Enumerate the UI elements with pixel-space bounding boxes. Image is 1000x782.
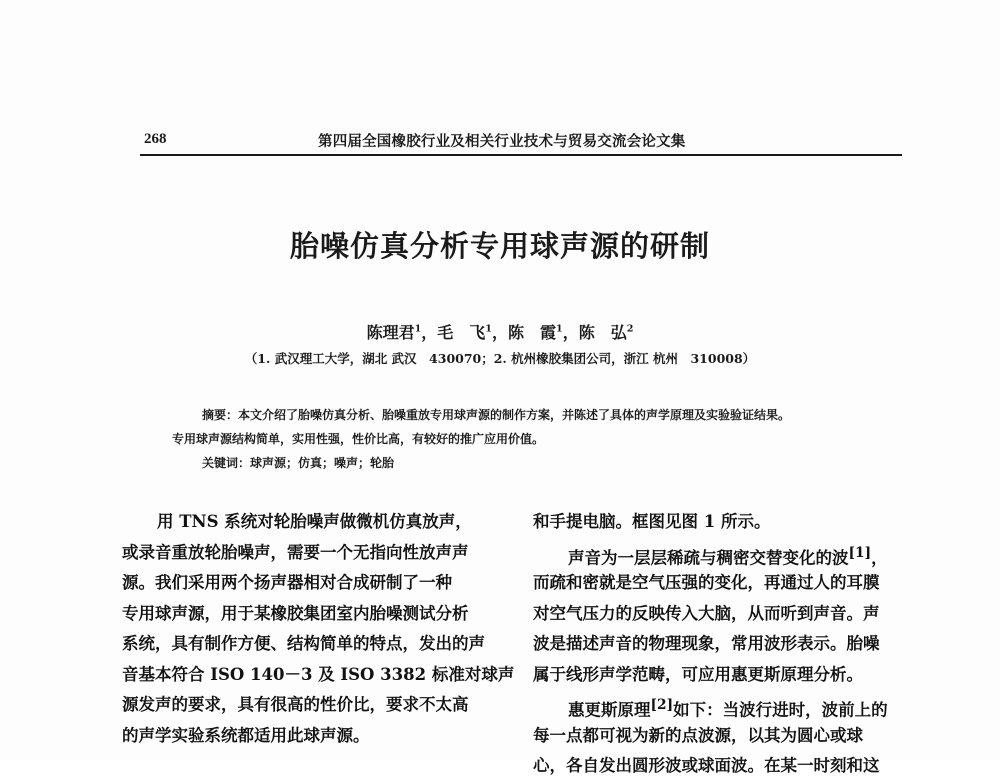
body-line: 或录音重放轮胎噪声，需要一个无指向性放声声 [122,542,469,562]
body-line: 波是描述声音的物理现象，常用波形表示。胎噪 [533,634,880,653]
author-name: 陈理君 [366,323,415,342]
body-line: 属于线形声学范畴，可应用惠更斯原理分析。 [533,664,863,684]
author-affiliation-mark: 2 [626,323,634,335]
abstract-label: 摘要： [202,408,239,422]
body-line: 源发声的要求，具有很高的性价比，要求不太高 [122,695,469,714]
abstract-text: 本文介绍了胎噪仿真分析、胎噪重放专用球声源的制作方案，并陈述了具体的声学原理及实验验证结果。 [238,408,791,422]
body-text: 声音为一层层稀疏与稠密交替变化的波 [568,548,849,567]
keywords-text: 球声源；仿真；噪声；轮胎 [250,456,395,470]
body-line: 源。我们采用两个扬声器相对合成研制了一种 [122,573,452,592]
paper-title: 胎噪仿真分析专用球声源的研制 [289,229,710,263]
body-text: 如下：当波行进时，波前上的 [673,700,888,720]
author-affiliation-mark: 1 [414,323,422,335]
body-line: 专用球声源，用于某橡胶集团室内胎噪测试分析 [122,603,469,623]
author-name: 陈 霞 [508,323,557,342]
body-right-column [533,507,909,782]
body-line: 和手提电脑。框图见图 1 所示。 [533,512,771,531]
body-text: ， [871,548,888,567]
body-line: 用 TNS 系统对轮胎噪声做微机仿真放声， [157,512,472,531]
citation-ref: [2] [650,697,674,713]
abstract-line: 专用球声源结构简单，实用性强，性价比高，有较好的推广应用价值。 [172,432,545,446]
abstract-block [172,403,892,475]
keywords-line [172,451,892,475]
keywords-label: 关键词： [202,456,251,470]
author-list: 陈理君$^1$，毛 飞$^1$，陈 霞$^1$，陈 弘$^2$ [366,323,634,342]
running-header: 第四届全国橡胶行业及相关行业技术与贸易交流会论文集 [318,133,686,150]
author-name: 毛 飞 [437,323,486,342]
author-affiliation-mark: 1 [485,323,492,335]
body-line: 系统，具有制作方便、结构简单的特点，发出的声 [122,634,485,653]
body-left-column [122,507,515,751]
body-line: 每一点都可视为新的点波源，以其为圆心或球 [533,725,863,745]
body-line: 而疏和密就是空气压强的变化，再通过人的耳膜 [533,573,880,592]
body-line: 的声学实验系统都适用此球声源。 [122,725,370,745]
body-line [533,538,909,569]
body-line: 对空气压力的反映传入大脑，从而听到声音。声 [533,603,880,623]
author-affiliation-mark: 1 [556,323,563,335]
abstract-line [172,403,892,427]
body-line: 音基本符合 ISO 140－3 及 ISO 3382 标准对球声 [122,664,515,684]
page-number: 268 [144,131,167,147]
header-rule [140,154,902,156]
body-line [533,690,909,721]
body-line: 心，各自发出圆形波或球面波。在某一时刻和这 [533,756,880,775]
author-name: 陈 弘 [578,323,627,342]
citation-ref: [1] [848,544,872,561]
body-text: 惠更斯原理 [568,700,651,720]
affiliations: （1. 武汉理工大学，湖北 武汉 430070；2. 杭州橡胶集团公司，浙江 杭州 310008） [244,351,756,366]
